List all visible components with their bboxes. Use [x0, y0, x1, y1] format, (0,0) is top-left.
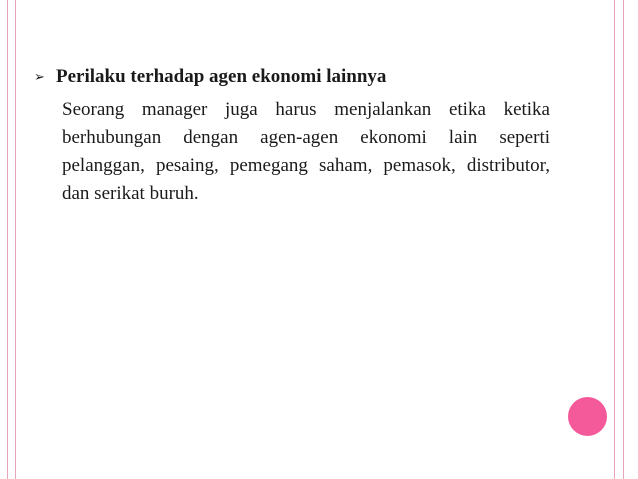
slide-body-text: Seorang manager juga harus menjalankan etika ketika berhubungan dengan agen-agen ekonomi lain seperti pelanggan, pesaing, pemegang saham, pemasok, distributor, dan serikat buruh.: [62, 99, 550, 204]
left-border-line-inner: [15, 0, 16, 479]
right-border-line-inner: [614, 0, 615, 479]
slide-heading: Perilaku terhadap agen ekonomi lainnya: [56, 66, 387, 87]
arrow-bullet-icon: ➢: [34, 69, 45, 85]
right-border-line-outer: [623, 0, 624, 479]
bullet-heading-row: [34, 66, 386, 88]
left-border-line-outer: [7, 0, 8, 479]
decorative-circle: [568, 397, 607, 436]
